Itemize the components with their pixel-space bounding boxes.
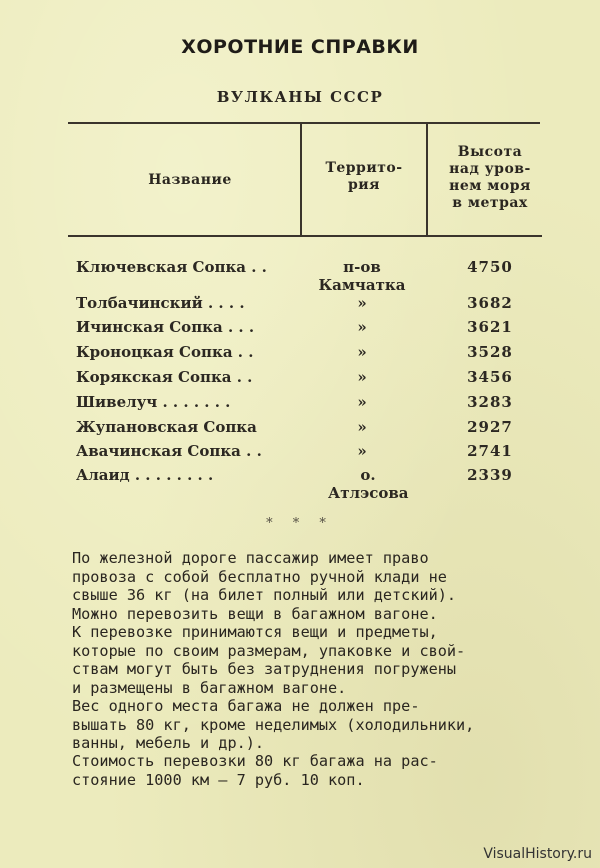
table-row [0, 393, 600, 417]
volcano-name: Жупановская Сопка [76, 418, 257, 436]
table-row [0, 418, 600, 442]
volcano-name: Авачинская Сопка . . [76, 442, 262, 460]
volcano-territory: » [357, 343, 367, 361]
volcano-height: 4750 [467, 258, 513, 276]
table-row [0, 294, 600, 318]
volcano-height: 3456 [467, 368, 513, 386]
volcano-territory: » [357, 318, 367, 336]
paragraph-baggage-cost: Стоимость перевозки 80 кг багажа на рас- стояние 1000 км — 7 руб. 10 коп. [72, 752, 438, 789]
volcano-height: 2741 [467, 442, 513, 460]
volcano-territory: » [357, 393, 367, 411]
table-row [0, 466, 600, 502]
column-header-name: Название [148, 172, 232, 188]
volcano-territory: » [357, 294, 367, 312]
volcano-height: 2927 [467, 418, 513, 436]
volcano-territory: » [357, 368, 367, 386]
table-row [0, 368, 600, 392]
volcano-name: Алаид . . . . . . . . [76, 466, 214, 484]
volcano-name: Ключевская Сопка . . [76, 258, 267, 276]
section-heading: ХОРОТНИЕ СПРАВКИ [181, 36, 419, 58]
volcano-territory: » [357, 442, 367, 460]
paragraph-baggage-weight: Вес одного места багажа не должен пре- вышать 80 кг, кроме неделимых (холодильники, ванны, мебель и др.). [72, 697, 475, 752]
table-divider-1 [300, 124, 302, 236]
volcano-name: Кроноцкая Сопка . . [76, 343, 254, 361]
watermark: VisualHistory.ru [483, 846, 592, 862]
volcano-height: 2339 [467, 466, 513, 484]
table-row [0, 318, 600, 342]
table-header-rule [68, 235, 542, 237]
volcano-name: Шивелуч . . . . . . . [76, 393, 231, 411]
column-header-height: Высота над уров- нем моря в метрах [449, 144, 531, 211]
table-row [0, 343, 600, 367]
volcano-name: Толбачинский . . . . [76, 294, 245, 312]
volcano-height: 3528 [467, 343, 513, 361]
paragraph-hand-luggage: По железной дороге пассажир имеет право провоза с собой бесплатно ручной клади не свыше 36 кг (на билет полный или детский). Можно перевозить вещи в багажном вагоне. К перевозке принимаются вещи и предметы, которые по своим размерам, упаковке и свой- ствам могут быть без затруднения погружены и размещены в багажном вагоне. [72, 549, 466, 697]
volcano-height: 3283 [467, 393, 513, 411]
volcano-name: Ичинская Сопка . . . [76, 318, 255, 336]
table-top-rule [68, 122, 540, 124]
table-row [0, 442, 600, 466]
volcano-height: 3682 [467, 294, 513, 312]
table-divider-2 [426, 124, 428, 236]
volcano-height: 3621 [467, 318, 513, 336]
volcano-territory: п-ов Камчатка [318, 258, 406, 294]
section-separator: * * * [266, 516, 334, 531]
table-row [0, 258, 600, 294]
volcano-territory: » [357, 418, 367, 436]
volcano-name: Корякская Сопка . . [76, 368, 253, 386]
volcano-territory: о. Атлэсова [328, 466, 409, 502]
table-title: ВУЛКАНЫ СССР [216, 88, 384, 106]
column-header-territory: Террито- рия [325, 160, 403, 193]
